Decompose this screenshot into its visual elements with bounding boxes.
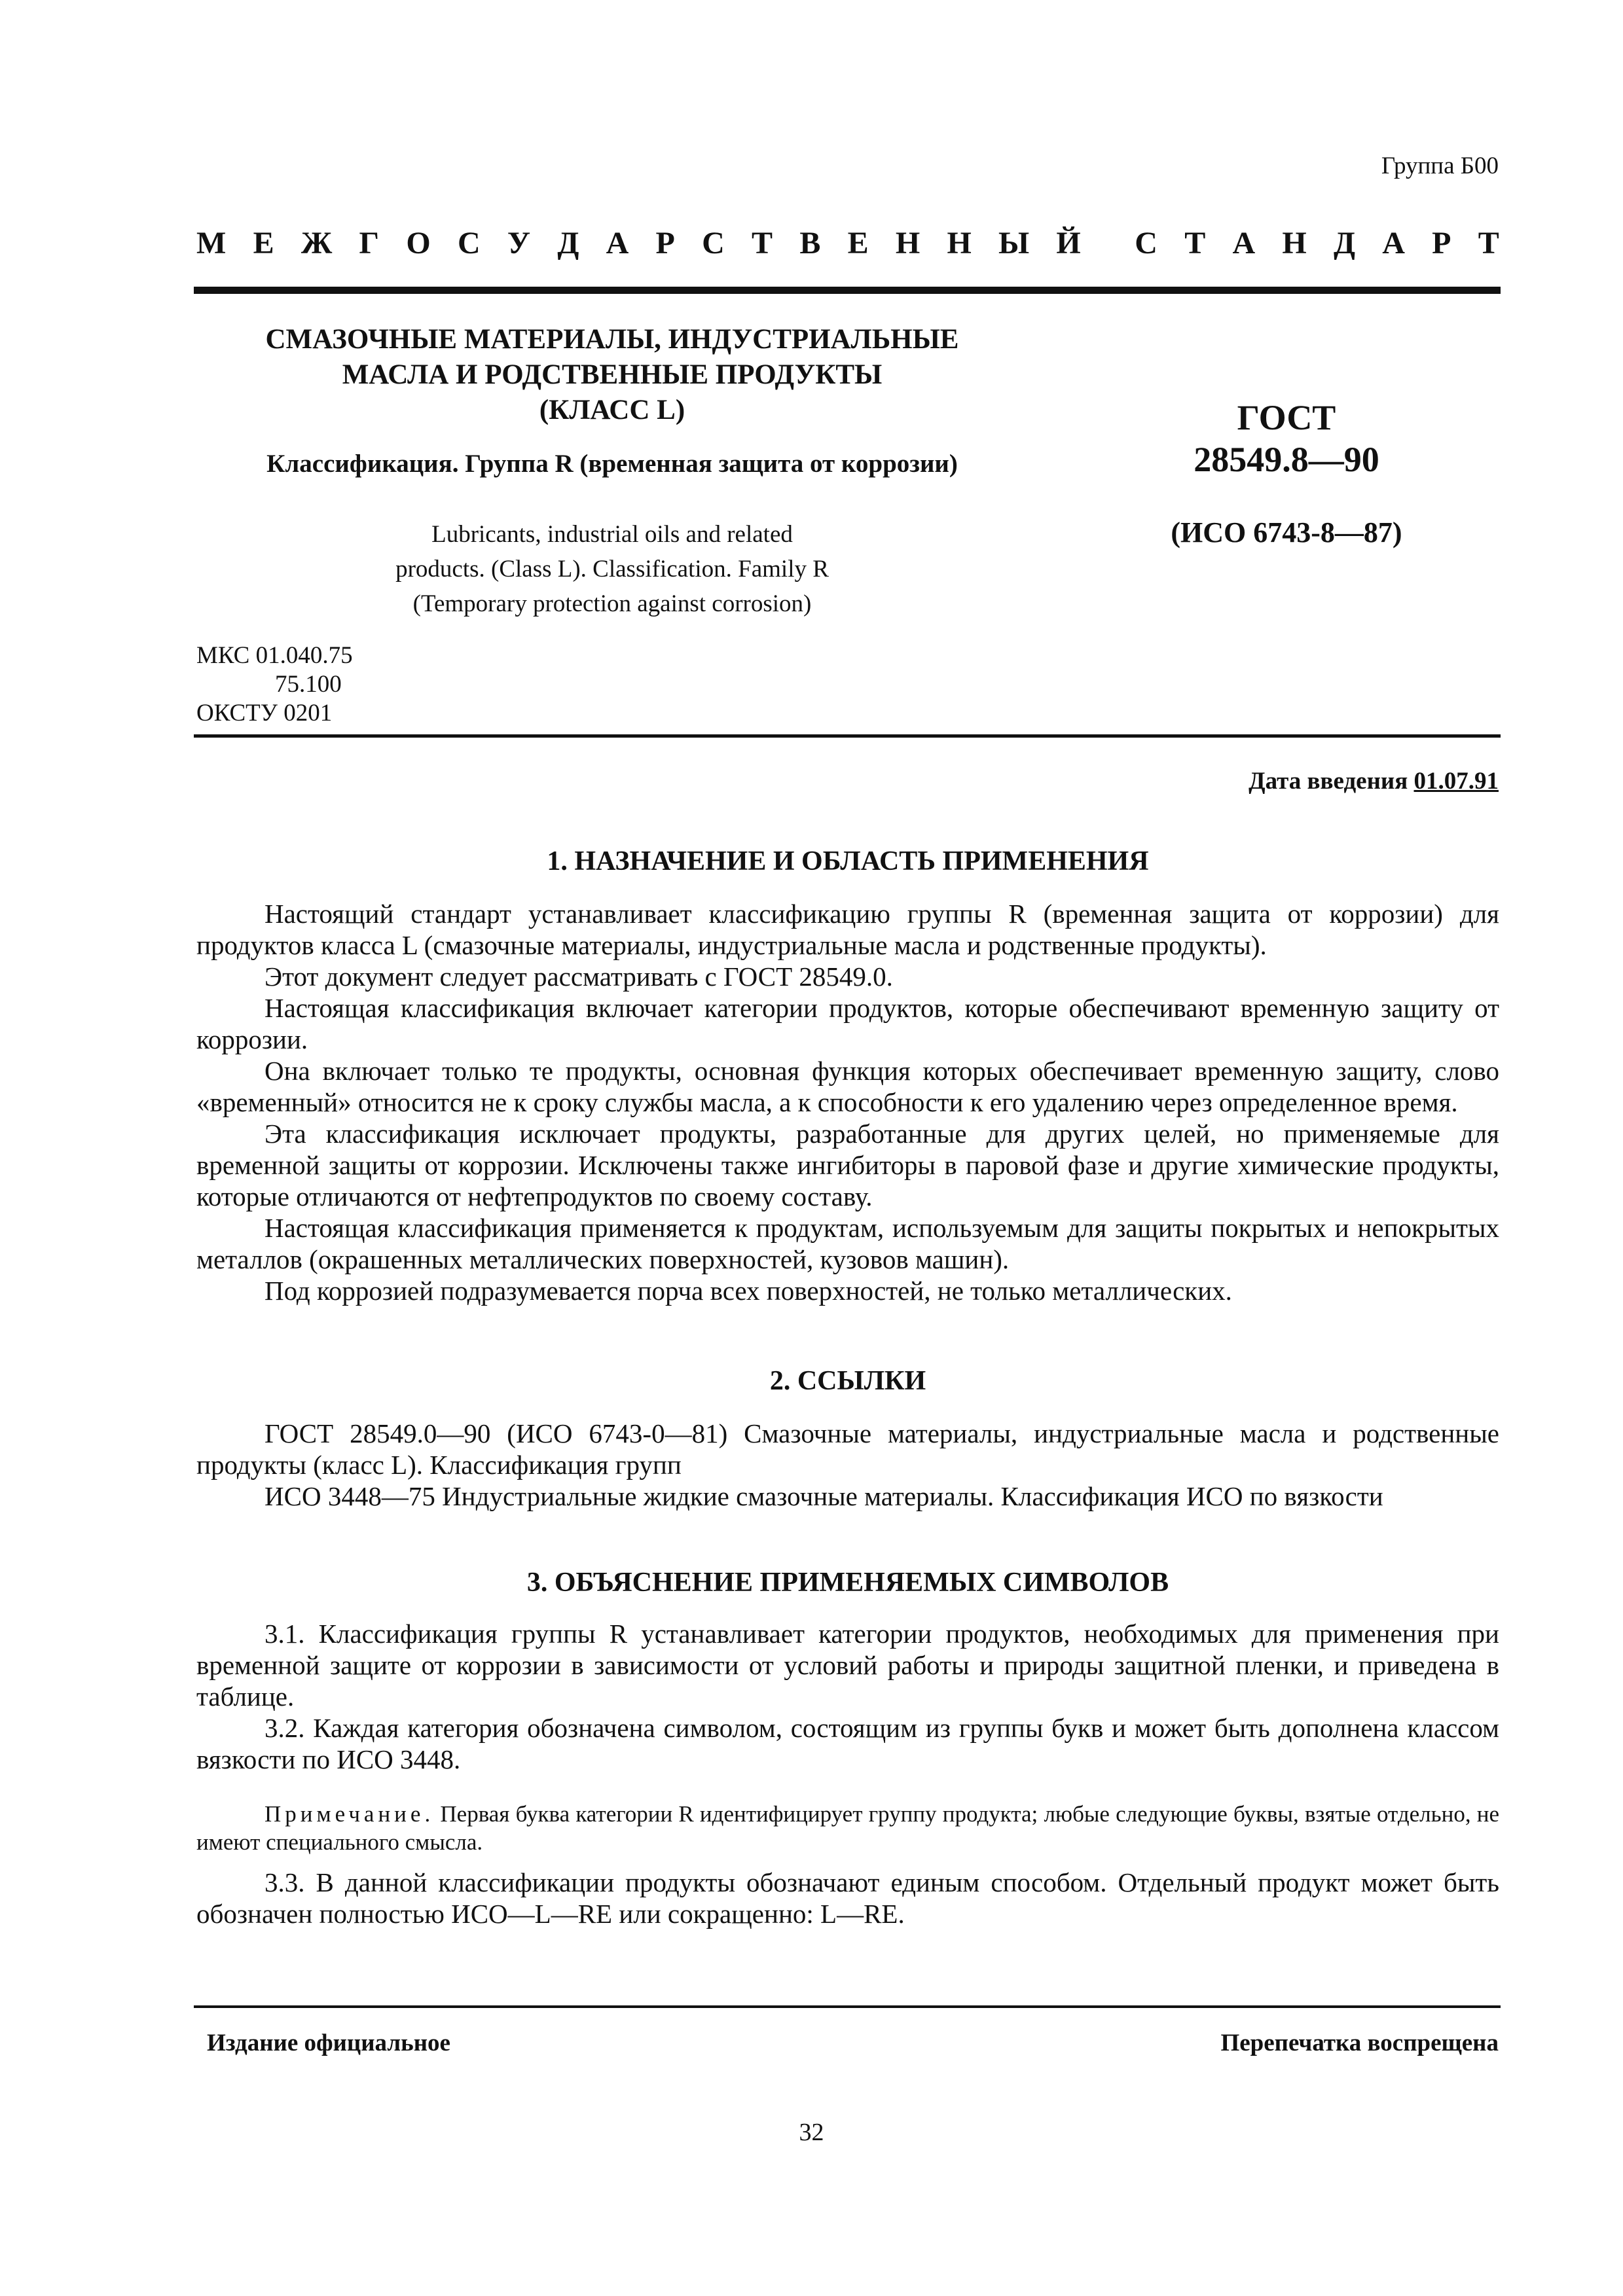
banner-letter: О: [406, 226, 431, 260]
banner-letter: А: [606, 226, 629, 260]
english-title: [196, 517, 1028, 621]
english-title-line: Lubricants, industrial oils and related: [431, 521, 793, 548]
reprint-prohibited-label: Перепечатка воспрещена: [1220, 2030, 1499, 2056]
gost-designation: [1074, 397, 1499, 480]
banner-letter: Р: [655, 226, 675, 260]
banner-letter: Н: [895, 226, 921, 260]
banner-letter: У: [507, 226, 531, 260]
reference-item: ГОСТ 28549.0—90 (ИСО 6743-0—81) Смазочные материалы, индустриальные масла и родственные продукты (класс L). Классификация групп: [196, 1418, 1499, 1480]
group-label: Группа Б00: [1381, 152, 1499, 179]
section-2-heading: 2. ССЫЛКИ: [769, 1366, 926, 1396]
official-edition-label: Издание официальное: [207, 2030, 450, 2056]
paragraph: Эта классификация исключает продукты, разработанные для других целей, но применяемые для временной защиты от коррозии. Исключены также ингибиторы в паровой фазе и другие химические продукты, которые отличаются от нефтепродуктов по своему составу.: [196, 1119, 1499, 1211]
banner-letter: С: [702, 226, 725, 260]
banner-letter: Е: [847, 226, 869, 260]
banner-letter: Ы: [998, 226, 1030, 260]
date-label: Дата введения: [1249, 768, 1408, 795]
header-rule: [194, 287, 1501, 294]
paragraph: 3.3. В данной классификации продукты обозначают единым способом. Отдельный продукт может быть обозначен полностью ИСО—L—RE или сокращенно: L—RE.: [196, 1867, 1499, 1929]
note: [196, 1800, 1499, 1856]
mks-code: 75.100: [275, 671, 342, 698]
banner-letter: Т: [1478, 226, 1499, 260]
mks-code: 01.040.75: [255, 642, 353, 669]
section-2-body: [196, 1418, 1499, 1512]
okstu-label: ОКСТУ: [196, 700, 278, 726]
banner-letter: Д: [557, 226, 579, 260]
banner-letter: А: [1382, 226, 1405, 260]
gost-label: ГОСТ: [1237, 398, 1336, 437]
title-line: МАСЛА И РОДСТВЕННЫЕ ПРОДУКТЫ: [342, 359, 883, 390]
banner-letter: Е: [253, 226, 274, 260]
iso-reference: (ИСО 6743-8—87): [1171, 516, 1402, 548]
mks-label: МКС: [196, 642, 250, 669]
title-line: (КЛАСС L): [539, 395, 685, 425]
standard-banner: [196, 225, 1499, 261]
note-text: Первая буква категории R идентифицирует группу продукта; любые следующие буквы, взятые отдельно, не имеют специального смысла.: [196, 1801, 1500, 1855]
title-line: СМАЗОЧНЫЕ МАТЕРИАЛЫ, ИНДУСТРИАЛЬНЫЕ: [265, 324, 959, 355]
paragraph: Настоящая классификация применяется к продуктам, используемым для защиты покрытых и непокрытых металлов (окрашенных металлических поверхностей, кузовов машин).: [196, 1213, 1499, 1274]
paragraph: 3.2. Каждая категория обозначена символом, состоящим из группы букв и может быть дополнена классом вязкости по ИСО 3448.: [196, 1713, 1499, 1774]
section-1-heading: 1. НАЗНАЧЕНИЕ И ОБЛАСТЬ ПРИМЕНЕНИЯ: [547, 846, 1149, 876]
section-rule: [194, 734, 1501, 738]
section-1-body: [196, 898, 1499, 1306]
banner-letter: С: [457, 226, 481, 260]
banner-letter: Н: [947, 226, 972, 260]
okstu-code: 0201: [283, 700, 333, 726]
paragraph: Под коррозией подразумевается порча всех поверхностей, не только металлических.: [264, 1276, 1232, 1306]
banner-letter: Г: [359, 226, 380, 260]
banner-letter: В: [799, 226, 821, 260]
date-value: 01.07.91: [1413, 768, 1499, 795]
banner-letter: М: [196, 226, 227, 260]
banner-letter: С: [1135, 226, 1158, 260]
gost-number: 28549.8—90: [1194, 440, 1379, 479]
paragraph: Настоящий стандарт устанавливает классификацию группы R (временная защита от коррозии) для продуктов класса L (смазочные материалы, индустриальные масла и родственные продукты).: [196, 899, 1499, 960]
banner-letter: Й: [1056, 226, 1081, 260]
document-subtitle: Классификация. Группа R (временная защита от коррозии): [266, 450, 958, 478]
english-title-line: (Temporary protection against corrosion): [412, 590, 812, 617]
footer-rule: [194, 2005, 1501, 2008]
document-title: [196, 322, 1028, 428]
reference-item: ИСО 3448—75 Индустриальные жидкие смазочные материалы. Классификация ИСО по вязкости: [264, 1481, 1383, 1511]
banner-letter: Р: [1432, 226, 1451, 260]
paragraph: 3.1. Классификация группы R устанавливает категории продуктов, необходимых для применения при временной защите от коррозии в зависимости от условий работы и природы защитной пленки, и приведена в таблице.: [196, 1619, 1499, 1712]
banner-letter: Д: [1333, 226, 1355, 260]
section-3-body: [196, 1618, 1499, 1775]
section-3-heading: 3. ОБЪЯСНЕНИЕ ПРИМЕНЯЕМЫХ СИМВОЛОВ: [526, 1568, 1169, 1598]
classification-codes: [196, 641, 353, 728]
section-3-body-cont: [196, 1867, 1499, 1929]
note-label: Примечание.: [264, 1801, 435, 1827]
banner-letter: Н: [1282, 226, 1307, 260]
banner-letter: Т: [752, 226, 773, 260]
date-introduction: [1249, 767, 1499, 795]
english-title-line: products. (Class L). Classification. Family R: [395, 556, 829, 583]
paragraph: Этот документ следует рассматривать с ГОСТ 28549.0.: [264, 961, 893, 992]
banner-letter: Ж: [301, 226, 333, 260]
paragraph: Она включает только те продукты, основная функция которых обеспечивает временную защиту, слово «временный» относится не к сроку службы масла, а к способности к его удалению через определенное время.: [196, 1056, 1499, 1117]
page-number: 32: [799, 2119, 824, 2146]
paragraph: Настоящая классификация включает категории продуктов, которые обеспечивают временную защиту от коррозии.: [196, 993, 1499, 1054]
banner-letter: Т: [1184, 226, 1206, 260]
banner-letter: А: [1232, 226, 1256, 260]
